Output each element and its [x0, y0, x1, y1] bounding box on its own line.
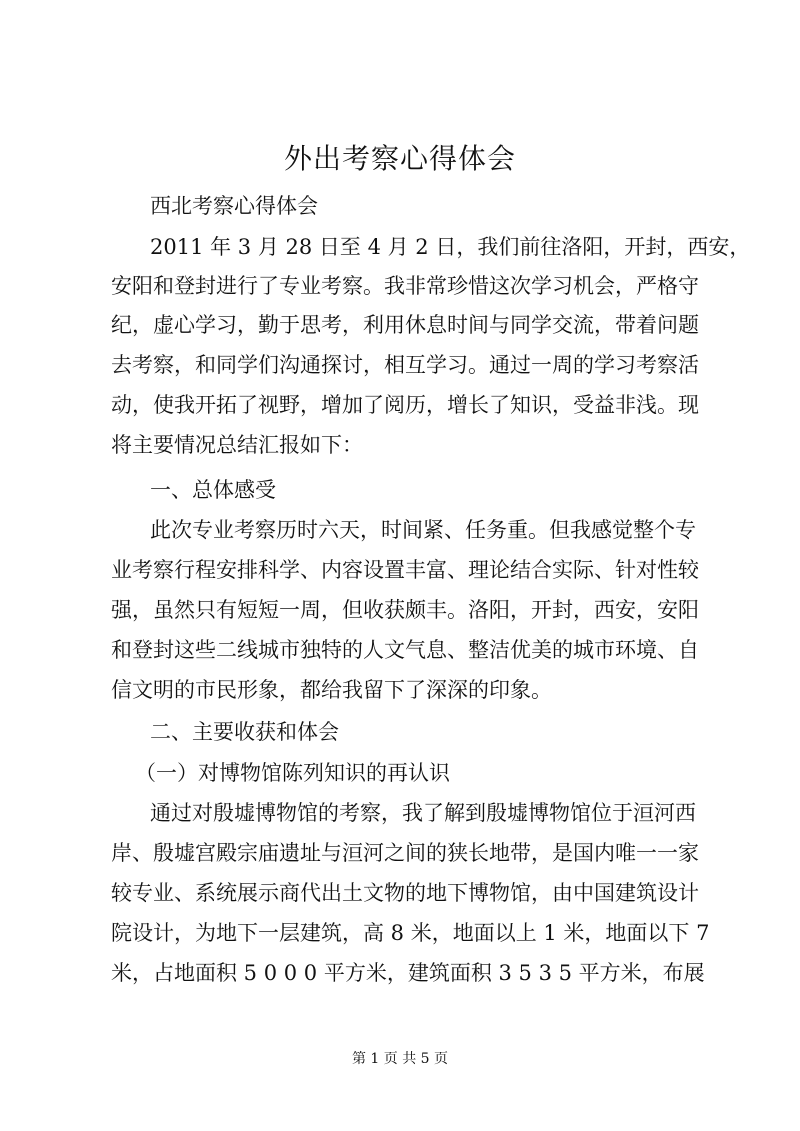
- subsection-heading: （一）对博物馆陈列知识的再认识: [135, 761, 450, 785]
- body-line: 去考察，和同学们沟通探讨，相互学习。通过一周的学习考察活: [111, 353, 699, 377]
- section-heading: 一、总体感受: [150, 478, 276, 502]
- body-line: 安阳和登封进行了专业考察。我非常珍惜这次学习机会，严格守: [111, 274, 699, 298]
- body-line: 纪，虚心学习，勤于思考，利用休息时间与同学交流，带着问题: [111, 313, 699, 337]
- body-line: 和登封这些二线城市独特的人文气息、整洁优美的城市环境、自: [111, 638, 699, 662]
- page-footer: 第 1 页 共 5 页: [351, 1051, 449, 1067]
- body-line: 动，使我开拓了视野，增加了阅历，增长了知识，受益非浅。现: [111, 393, 699, 417]
- section-heading: 二、主要收获和体会: [150, 720, 339, 744]
- body-line: 将主要情况总结汇报如下：: [111, 433, 363, 457]
- body-line: 院设计，为地下一层建筑，高 8 米，地面以上 1 米，地面以下 7: [111, 921, 710, 945]
- body-line: 业考察行程安排科学、内容设置丰富、理论结合实际、针对性较: [111, 558, 699, 582]
- document-title: 外出考察心得体会: [283, 142, 516, 175]
- body-line: 通过对殷墟博物馆的考察，我了解到殷墟博物馆位于洹河西: [150, 801, 696, 825]
- body-line: 米，占地面积 5 0 0 0 平方米，建筑面积 3 5 3 5 平方米，布展: [111, 961, 705, 985]
- body-line: 2011 年 3 月 28 日至 4 月 2 日，我们前往洛阳，开封，西安，: [150, 235, 751, 259]
- body-line: 强，虽然只有短短一周，但收获颇丰。洛阳，开封，西安，安阳: [111, 598, 699, 622]
- body-line: 信文明的市民形象，都给我留下了深深的印象。: [111, 678, 552, 702]
- body-line: 较专业、系统展示商代出土文物的地下博物馆，由中国建筑设计: [111, 881, 699, 905]
- body-line: 岸、殷墟宫殿宗庙遗址与洹河之间的狭长地带，是国内唯一一家: [111, 841, 699, 865]
- body-line: 此次专业考察历时六天，时间紧、任务重。但我感觉整个专: [150, 518, 696, 542]
- subtitle-line: 西北考察心得体会: [150, 194, 318, 218]
